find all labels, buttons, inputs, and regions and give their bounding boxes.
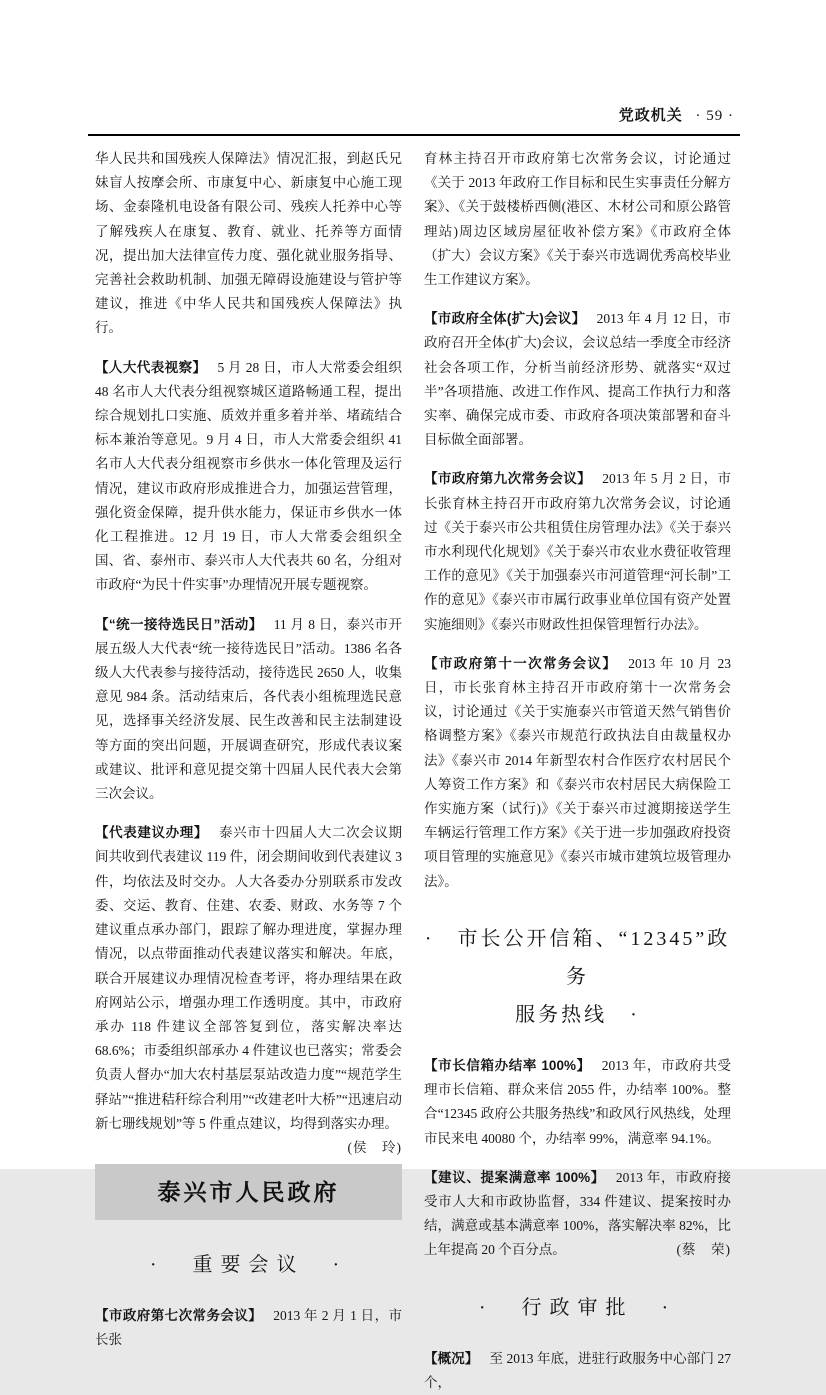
entry-text: 至 2013 年底，进驻行政服务中心部门 27 个， [424, 1350, 732, 1390]
entry-text: 2013 年 5 月 2 日，市长张育林主持召开市政府第九次常务会议，讨论通过《关于泰兴市公共租赁住房管理办法》《关于泰兴市水利现代化规划》《关于泰兴市农业水费征收管理工作的意见》《关于加强泰兴市河道管理“河长制”工作的意见》《泰兴市市属行政事业单位国有资产处置实施细则》《泰兴市财政性担保管理暂行办法》。 [424, 471, 732, 632]
entry-label: 【市长信箱办结率 100%】 [424, 1057, 591, 1073]
running-head [95, 104, 734, 125]
running-head-section-title: 党政机关 [618, 107, 683, 124]
entry-text: 11 月 8 日，泰兴市开展五级人大代表“统一接待选民日”活动。1386 名各级人大代表参与接待活动，接待选民 2650 人，收集意见 984 条。活动结束后，各代表小组梳理选民意见，选择事关经济发展、民生改善和民主法制建设等方面的突出问题，开展调查研究，形成代表议案或建议、批评和意见提交第十四届人民代表大会第三次会议。 [95, 616, 402, 802]
entry-label: 【市政府第十一次常务会议】 [424, 655, 618, 671]
right-column [424, 147, 731, 1395]
heading-line-1: · 市长公开信箱、“12345”政务 [424, 927, 731, 988]
entry-text: 2013 年 10 月 23 日，市长张育林主持召开市政府第十一次常务会议，讨论通过《关于实施泰兴市管道天然气销售价格调整方案》《泰兴市规范行政执法自由裁量权办法》《泰兴市 2014 年新型农村合作医疗农村居民个人筹资工作方案》和《泰兴市农村居民大病保险工作实施方案（试行)》《关于泰兴市过渡期接送学生车辆运行管理工作方案》《关于进一步加强政府投资项目管理的实施意见》《泰兴市城市建筑垃圾管理办法》。 [424, 655, 732, 889]
continuation-paragraph-seventh-meeting: 育林主持召开市政府第七次常务会议，讨论通过《关于 2013 年政府工作目标和民生实事责任分解方案》、《关于鼓楼桥西侧(港区、木材公司和原公路管理站)周边区域房屋征收补偿方案》《市政府全体（扩大）会议方案》《关于泰兴市选调优秀高校毕业生工作建议方案》。 [424, 151, 731, 288]
entry-label: 【市政府第九次常务会议】 [424, 471, 592, 487]
entry-label: 【人大代表视察】 [95, 359, 207, 375]
entry-proposal-satisfaction-rate [424, 1166, 731, 1263]
continuation-paragraph-disability-law: 华人民共和国残疾人保障法》情况汇报，到赵氏兄妹盲人按摩会所、市康复中心、新康复中心施工现场、金泰隆机电设备有限公司、残疾人托养中心等了解残疾人在康复、教育、就业、托养等方面情况，提出加大法律宣传力度、强化就业服务指导、完善社会救助机制、加强无障碍设施建设与管护等建议，推进《中华人民共和国残疾人保障法》执行。 [95, 151, 402, 336]
heading-line-2: 服务热线 · [515, 1003, 640, 1026]
author-signature: (侯 玲) [347, 1139, 402, 1155]
section-heading-mayor-mailbox-hotline [424, 920, 731, 1034]
entry-text: 5 月 28 日，市人大常委会组织 48 名市人大代表分组视察城区道路畅通工程，提出综合规划扎口实施、质效并重多着并举、堵疏结合标本兼治等意见。9 月 4 日，市人大常委会组织 41 名市人大代表分组视察市乡供水一体化管理及运行情况，建议市政府形成推进合力，加强运营管理，强化资金保障，提升供水能力，保证市乡供水一体化工程推进。12 月 19 日，市人大常委会组织全国、省、泰州市、泰兴市人大代表共 60 名，分组对市政府“为民十件实事”办理情况开展专题视察。 [95, 359, 403, 593]
entry-text: 2013 年 4 月 12 日，市政府召开全体(扩大)会议，会议总结一季度全市经济社会各项工作，分析当前经济形势、就落实“双过半”各项措施、改进工作作风、提高工作执行力和落实率、确保完成市委、市政府各项决策部署和奋斗目标做全面部署。 [424, 311, 731, 448]
entry-text: 2013 年，市政府接受市人大和市政协监督，334 件建议、提案按时办结，满意或基本满意率 100%，落实解决率 82%，比上年提高 20 个百分点。 [424, 1169, 731, 1258]
entry-seventh-executive-meeting [95, 1304, 402, 1352]
section-heading-administrative-approval: · 行政审批 · [478, 1296, 677, 1319]
entry-ninth-executive-meeting [424, 467, 731, 636]
entry-text: 2013 年，市政府共受理市长信箱、群众来信 2055 件，办结率 100%。整合“12345 政府公共服务热线”和政风行风热线，处理市民来电 40080 个，办结率 99%，满意率 94.1%。 [424, 1057, 732, 1146]
entry-plenary-enlarged-meeting [424, 307, 731, 452]
entry-renda-daibiao-shicha [95, 356, 402, 598]
banner-taixing-municipal-government: 泰兴市人民政府 [95, 1164, 402, 1220]
entry-text: 2013 年 2 月 1 日，市长张 [95, 1307, 403, 1348]
running-head-page-number: · 59 · [695, 108, 734, 124]
left-column [95, 147, 402, 1352]
section-heading-important-meetings: · 重要会议 · [149, 1253, 348, 1276]
author-signature: (蔡 荣) [676, 1242, 731, 1258]
entry-suggestion-handling [95, 821, 402, 1155]
entry-text: 泰兴市十四届人大二次会议期间共收到代表建议 119 件，闭会期间收到代表建议 3 件，均依法及时交办。人大各委办分别联系市发改委、交运、教育、住建、农委、财政、水务等 7 个建议重点承办部门，跟踪了解办理进度，掌握办理情况，以点带面推动代表建议落实和解决。年底，联合开展建议办理情况检查考评，将办理结果在政府网站公示，增强办理工作透明度。其中，市政府承办 118 件建议全部答复到位，落实解决率达 68.6%；市委组织部承办 4 件建议也已落实；常委会负责人督办“加大农村基层泵站改造力度”“规范学生驿站”“推进秸秆综合利用”“改建老叶大桥”“迅速启动新七珊线规划”等 5 件重点建议，均得到落实办理。 [95, 825, 402, 1131]
header-rule [88, 134, 740, 136]
entry-label: 【建议、提案满意率 100%】 [424, 1169, 605, 1185]
entry-label: 【“统一接待选民日”活动】 [95, 616, 263, 632]
entry-label: 【代表建议办理】 [95, 825, 208, 841]
entry-eleventh-executive-meeting [424, 652, 731, 894]
entry-voter-reception-day [95, 613, 402, 807]
entry-label: 【市政府全体(扩大)会议】 [424, 311, 586, 327]
entry-overview [424, 1347, 731, 1395]
entry-mayor-mailbox-completion-rate [424, 1054, 731, 1151]
entry-label: 【概况】 [424, 1350, 479, 1366]
entry-label: 【市政府第七次常务会议】 [95, 1307, 263, 1323]
